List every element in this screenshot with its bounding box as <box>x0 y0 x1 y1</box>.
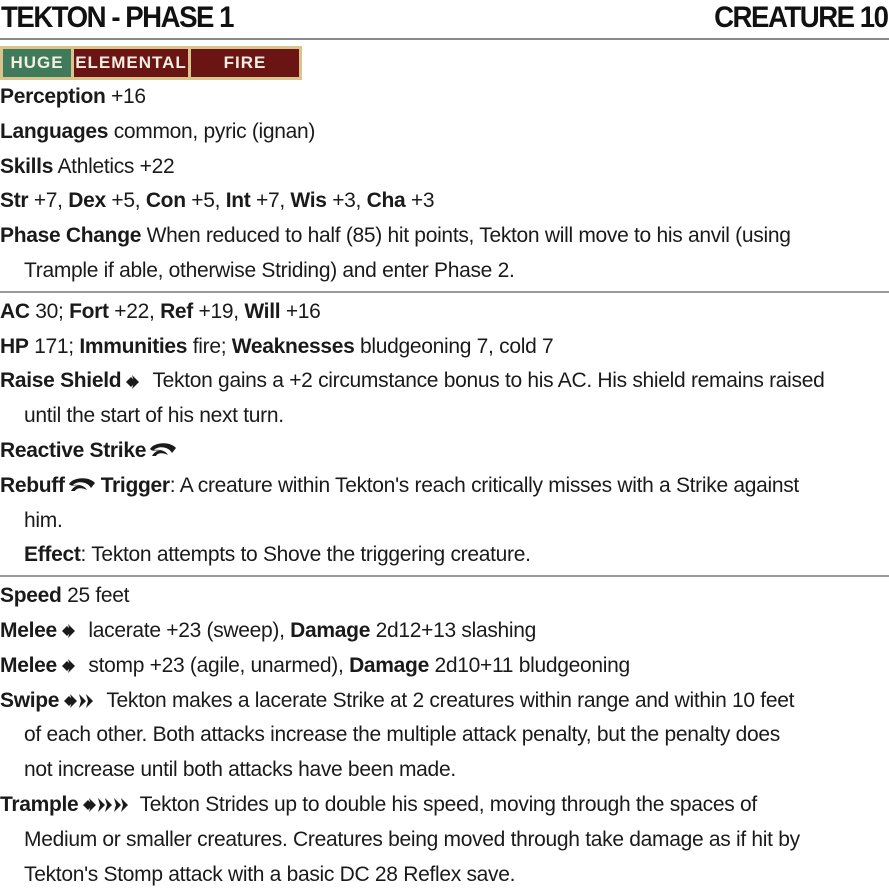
melee-stomp-line <box>0 649 889 684</box>
will-label: Will <box>244 299 281 323</box>
ability-con-value: +5, <box>185 189 226 213</box>
phase-change-text: When reduced to half (85) hit points, Tekton will move to his anvil (using <box>141 224 791 248</box>
ability-str-label: Str <box>0 189 29 213</box>
perception-line <box>0 80 889 115</box>
reactive-strike-label: Reactive Strike <box>0 438 147 462</box>
ability-str-value: +7, <box>28 189 69 213</box>
languages-line <box>0 115 889 150</box>
perception-value: +16 <box>105 85 146 108</box>
ability-int-value: +7, <box>250 189 291 213</box>
phase-change-line <box>0 219 889 254</box>
ref-label: Ref <box>160 299 194 323</box>
trample-label: Trample <box>0 792 79 816</box>
immunities-label: Immunities <box>79 334 188 358</box>
perception-label: Perception <box>0 85 106 108</box>
section-divider-defense <box>0 291 889 293</box>
weaknesses-value: bludgeoning 7, cold 7 <box>354 334 554 358</box>
ability-wis-label: Wis <box>290 189 327 213</box>
trample-line-2: Medium or smaller creatures. Creatures being moved through take damage as if hit by <box>24 827 800 851</box>
ac-label: AC <box>0 299 30 323</box>
damage-label: Damage <box>290 618 371 642</box>
ability-dex-value: +5, <box>105 189 146 213</box>
section-divider-offense <box>0 575 889 577</box>
skills-label: Skills <box>0 154 54 178</box>
skills-line <box>0 150 889 185</box>
swipe-line <box>0 684 889 719</box>
trample-line <box>0 788 889 823</box>
ability-int-label: Int <box>225 189 251 213</box>
damage-label: Damage <box>349 653 429 677</box>
rebuff-effect-line <box>0 538 889 573</box>
trigger-text: : A creature within Tekton's reach critically misses with a Strike against <box>169 473 799 497</box>
melee-lacerate-line <box>0 614 889 649</box>
swipe-label: Swipe <box>0 688 60 712</box>
one-action-icon <box>59 621 81 641</box>
stat-block-header <box>0 0 889 36</box>
trample-text: Tekton Strides up to double his speed, moving through the spaces of <box>134 792 757 816</box>
swipe-line-2: of each other. Both attacks increase the multiple attack penalty, but the penalty does <box>24 723 780 747</box>
immunities-value: fire; <box>187 334 232 358</box>
raise-shield-text: Tekton gains a +2 circumstance bonus to his AC. His shield remains raised <box>147 369 825 393</box>
creature-title: TEKTON - PHASE 1 <box>1 1 234 34</box>
rebuff-line <box>0 469 889 504</box>
hp-label: HP <box>0 334 29 358</box>
will-value: +16 <box>280 299 321 323</box>
raise-shield-line-2: until the start of his next turn. <box>24 404 284 428</box>
raise-shield-line <box>0 364 889 399</box>
effect-label: Effect <box>24 543 81 567</box>
swipe-line-3: not increase until both attacks have been made. <box>24 758 456 782</box>
reactive-strike-line <box>0 434 889 469</box>
ability-wis-value: +3, <box>326 189 367 213</box>
one-action-icon <box>59 656 81 676</box>
three-actions-icon <box>80 795 132 815</box>
effect-text: : Tekton attempts to Shove the triggering creature. <box>80 543 531 567</box>
creature-level: CREATURE 10 <box>714 1 888 34</box>
ref-value: +19, <box>193 299 245 323</box>
phase-change-line-2: Trample if able, otherwise Striding) and enter Phase 2. <box>24 258 515 282</box>
defense-line <box>0 295 889 330</box>
melee-stomp-text: stomp +23 (agile, unarmed), <box>82 653 350 677</box>
damage-value: 2d10+11 bludgeoning <box>428 653 630 677</box>
phase-change-label: Phase Change <box>0 224 142 248</box>
fort-label: Fort <box>69 299 109 323</box>
ability-dex-label: Dex <box>68 189 106 213</box>
damage-value: 2d12+13 slashing <box>370 618 537 642</box>
hp-value: 171; <box>28 334 80 358</box>
swipe-text: Tekton makes a lacerate Strike at 2 creatures within range and within 10 feet <box>101 688 795 712</box>
raise-shield-label: Raise Shield <box>0 369 122 393</box>
ac-value: 30; <box>29 299 70 323</box>
skills-value: Athletics +22 <box>53 154 175 178</box>
trigger-label: Trigger <box>100 473 170 497</box>
trait-size[interactable]: HUGE <box>3 49 71 77</box>
speed-value: 25 feet <box>61 584 130 608</box>
trait-fire[interactable]: FIRE <box>191 49 299 77</box>
speed-line <box>0 579 889 614</box>
trait-bar <box>0 46 302 80</box>
melee-lacerate-text: lacerate +23 (sweep), <box>82 618 291 642</box>
rebuff-label: Rebuff <box>0 473 65 497</box>
ability-con-label: Con <box>145 189 186 213</box>
two-actions-icon <box>61 691 99 711</box>
hp-line <box>0 330 889 365</box>
rebuff-line-2: him. <box>24 508 63 532</box>
weaknesses-label: Weaknesses <box>231 334 355 358</box>
header-divider <box>0 38 889 40</box>
fort-value: +22, <box>108 299 161 323</box>
abilities-line <box>0 184 889 219</box>
ability-cha-label: Cha <box>366 189 406 213</box>
melee-label: Melee <box>0 653 57 677</box>
melee-label: Melee <box>0 618 57 642</box>
trait-elemental[interactable]: ELEMENTAL <box>74 49 188 77</box>
languages-value: common, pyric (ignan) <box>108 119 316 143</box>
ability-cha-value: +3 <box>405 189 435 213</box>
one-action-icon <box>123 372 145 392</box>
trample-line-3: Tekton's Stomp attack with a basic DC 28 Reflex save. <box>24 862 516 886</box>
reaction-icon <box>67 475 99 497</box>
reaction-icon <box>148 440 180 462</box>
speed-label: Speed <box>0 584 62 608</box>
languages-label: Languages <box>0 119 109 143</box>
